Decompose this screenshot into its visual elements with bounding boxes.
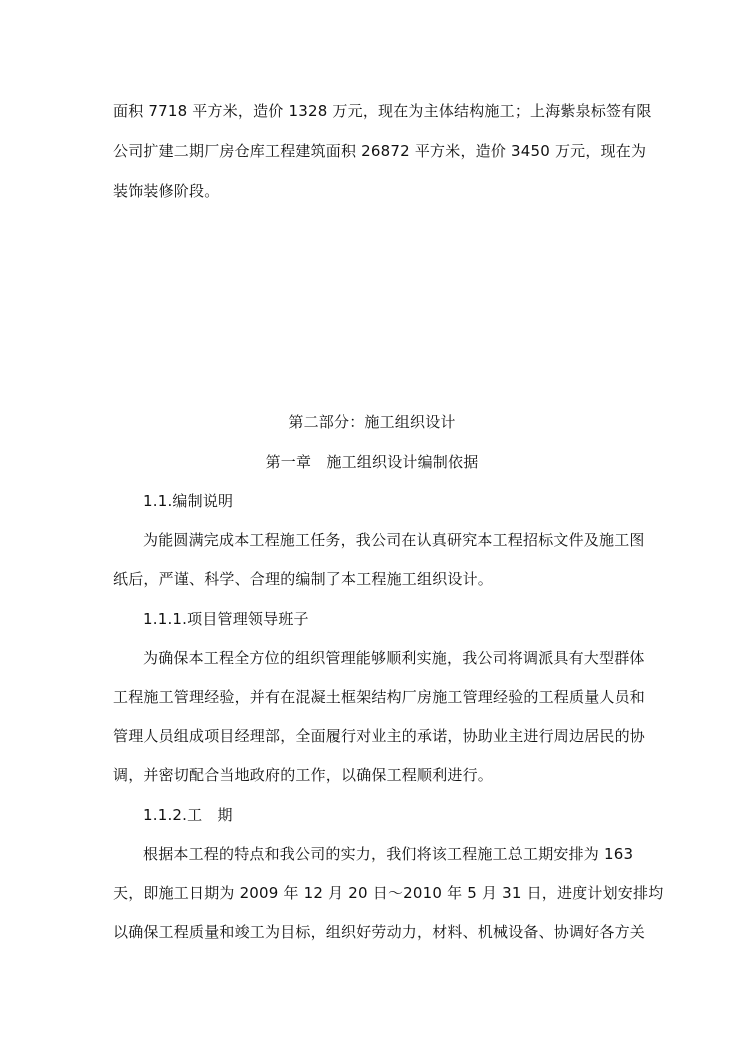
- paragraph-line: 根据本工程的特点和我公司的实力，我们将该工程施工总工期安排为 163: [143, 845, 634, 863]
- paragraph-line: 为能圆满完成本工程施工任务，我公司在认真研究本工程招标文件及施工图: [143, 531, 645, 549]
- paragraph-line: 调，并密切配合当地政府的工作，以确保工程顺利进行。: [113, 766, 494, 784]
- paragraph-line: 工程施工管理经验，并有在混凝土框架结构厂房施工管理经验的工程质量人员和: [113, 688, 646, 706]
- paragraph-line: 天，即施工日期为 2009 年 12 月 20 日～2010 年 5 月 31 日，进度计划安排均: [113, 884, 664, 902]
- paragraph-line: 装饰装修阶段。: [113, 182, 220, 200]
- part-title: 第二部分：施工组织设计: [288, 413, 456, 431]
- section-heading: 1.1.1.项目管理领导班子: [143, 610, 309, 628]
- paragraph-line: 以确保工程质量和竣工为目标，组织好劳动力，材料、机械设备、协调好各方关: [113, 923, 646, 941]
- paragraph-line: 公司扩建二期厂房仓库工程建筑面积 26872 平方米，造价 3450 万元，现在为: [113, 142, 647, 160]
- section-heading: 1.1.编制说明: [143, 492, 234, 510]
- paragraph-line: 纸后，严谨、科学、合理的编制了本工程施工组织设计。: [113, 570, 494, 588]
- section-heading: 1.1.2.工 期: [143, 806, 233, 824]
- chapter-title: 第一章 施工组织设计编制依据: [265, 453, 479, 471]
- paragraph-line: 面积 7718 平方米，造价 1328 万元，现在为主体结构施工；上海紫泉标签有限: [113, 102, 652, 120]
- paragraph-line: 管理人员组成项目经理部，全面履行对业主的承诺，协助业主进行周边居民的协: [113, 727, 646, 745]
- paragraph-line: 为确保本工程全方位的组织管理能够顺利实施，我公司将调派具有大型群体: [143, 649, 645, 667]
